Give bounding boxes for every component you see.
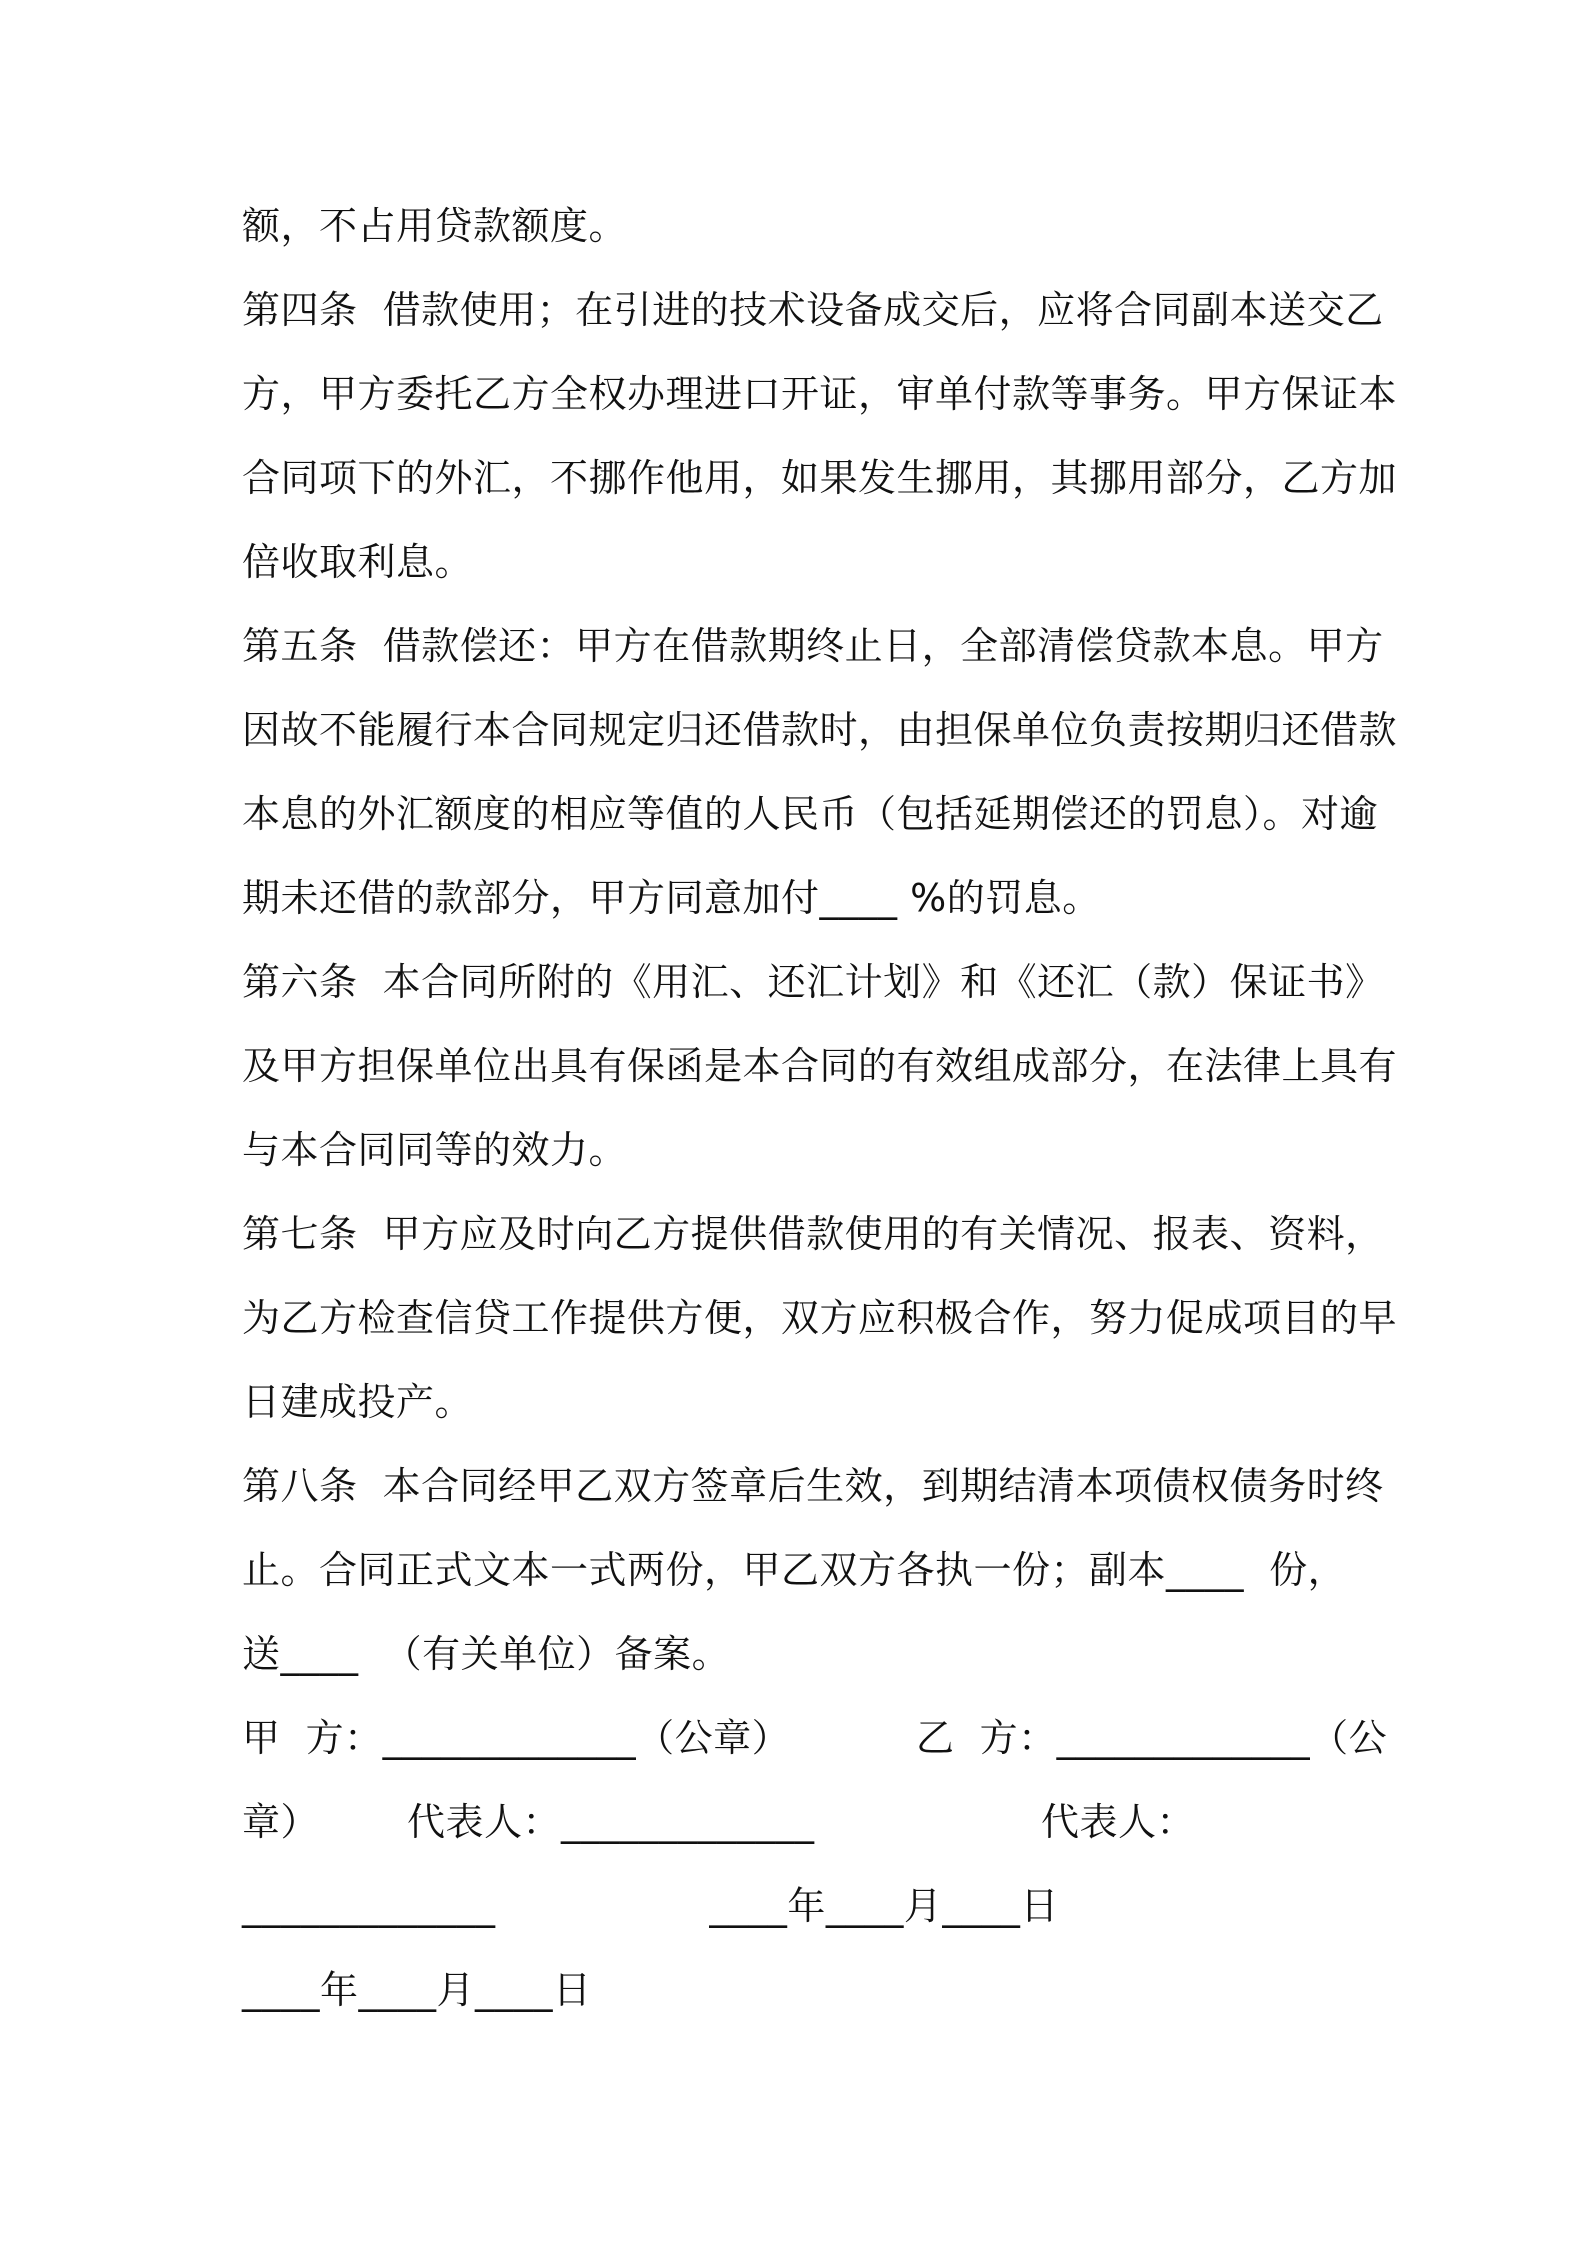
signature-line-1: 甲 方：_____________（公章） 乙 方：_____________（公 <box>242 1716 1388 1760</box>
text-line-4: 合同项下的外汇，不挪作他用，如果发生挪用，其挪用部分，乙方加 <box>242 456 1398 500</box>
text-line-10: 第六条 本合同所附的《用汇、还汇计划》和《还汇（款）保证书》 <box>242 960 1384 1004</box>
signature-line-4: ____年____月____日 <box>242 1968 592 2012</box>
text-line-17: 止。合同正式文本一式两份，甲乙双方各执一份；副本____ 份， <box>242 1548 1347 1592</box>
text-line-1: 额，不占用贷款额度。 <box>242 204 628 248</box>
text-line-7: 因故不能履行本合同规定归还借款时，由担保单位负责按期归还借款 <box>242 708 1398 752</box>
text-line-11: 及甲方担保单位出具有保函是本合同的有效组成部分，在法律上具有 <box>242 1044 1398 1088</box>
text-line-15: 日建成投产。 <box>242 1380 474 1424</box>
text-line-6: 第五条 借款偿还：甲方在借款期终止日，全部清偿贷款本息。甲方 <box>242 624 1384 668</box>
text-line-8: 本息的外汇额度的相应等值的人民币（包括延期偿还的罚息）。对逾 <box>242 792 1379 836</box>
text-line-3: 方，甲方委托乙方全权办理进口开证，审单付款等事务。甲方保证本 <box>242 372 1398 416</box>
text-line-9: 期未还借的款部分，甲方同意加付____ %的罚息。 <box>242 876 1101 920</box>
text-line-12: 与本合同同等的效力。 <box>242 1128 628 1172</box>
text-line-18: 送____ （有关单位）备案。 <box>242 1632 731 1676</box>
signature-line-3: _____________ ____年____月____日 <box>242 1884 1059 1928</box>
signature-line-2: 章） 代表人：_____________ 代表人： <box>242 1800 1195 1844</box>
text-line-5: 倍收取利息。 <box>242 540 474 584</box>
text-line-14: 为乙方检查信贷工作提供方便，双方应积极合作，努力促成项目的早 <box>242 1296 1398 1340</box>
text-line-2: 第四条 借款使用；在引进的技术设备成交后，应将合同副本送交乙 <box>242 288 1384 332</box>
text-line-16: 第八条 本合同经甲乙双方签章后生效，到期结清本项债权债务时终 <box>242 1464 1384 1508</box>
text-line-13: 第七条 甲方应及时向乙方提供借款使用的有关情况、报表、资料， <box>242 1212 1384 1256</box>
